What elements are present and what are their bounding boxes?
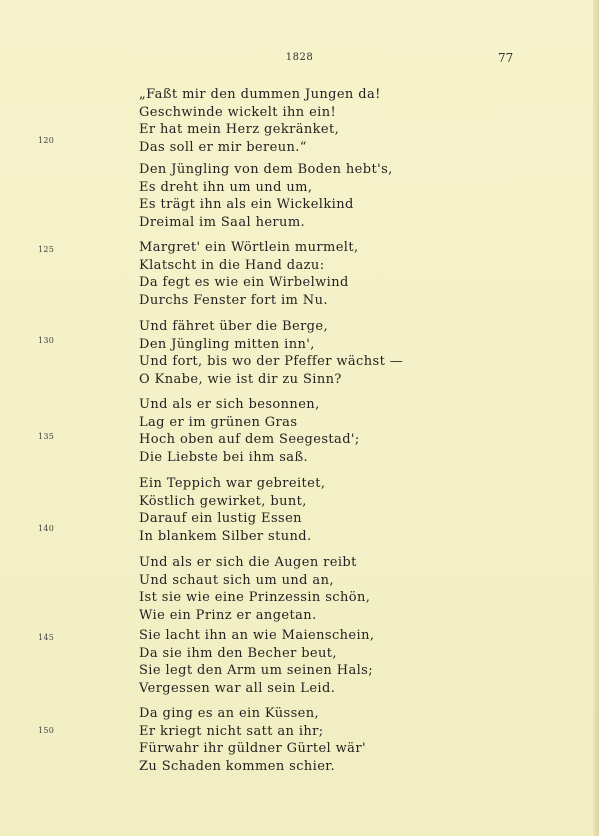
verse-line: Er kriegt nicht satt an ihr; — [139, 723, 324, 739]
verse-line: Zu Schaden kommen schier. — [139, 758, 336, 774]
verse-line: Ist sie wie eine Prinzessin schön, — [139, 590, 371, 605]
line-number: 125 — [38, 245, 55, 254]
line-number: 135 — [38, 432, 55, 441]
verse-line: Es trägt ihn als ein Wickelkind — [139, 197, 354, 212]
verse-line: Darauf ein lustig Essen — [139, 511, 302, 526]
stanza-1 — [139, 86, 381, 156]
stanza-2 — [139, 161, 393, 231]
stanza-9 — [139, 705, 366, 775]
verse-line: Lag er im grünen Gras — [139, 414, 298, 430]
verse-line: Margret' ein Wörtlein murmelt, — [139, 240, 359, 255]
verse-line: Den Jüngling von dem Boden hebt's, — [139, 162, 393, 177]
stanza-4 — [139, 318, 403, 388]
verse-line: Dreimal im Saal herum. — [139, 214, 306, 230]
line-number: 140 — [38, 524, 55, 533]
verse-line: Und fort, bis wo der Pfeffer wächst — — [139, 354, 404, 369]
verse-line: „Faßt mir den dummen Jungen da! — [139, 87, 381, 102]
stanza-3 — [139, 239, 359, 309]
verse-line: Da sie ihm den Becher beut, — [139, 645, 337, 661]
verse-line: Durchs Fenster fort im Nu. — [139, 292, 328, 308]
running-header-year: 1828 — [285, 52, 314, 63]
verse-line: Geschwinde wickelt ihn ein! — [139, 104, 337, 120]
verse-line: Er hat mein Herz gekränket, — [139, 122, 340, 137]
page-number: 77 — [498, 51, 514, 65]
stanza-7 — [139, 554, 370, 624]
verse-line: Köstlich gewirket, bunt, — [139, 493, 307, 509]
verse-line: Sie lacht ihn an wie Maienschein, — [139, 628, 375, 643]
verse-line: Vergessen war all sein Leid. — [139, 680, 336, 696]
verse-line: Und als er sich besonnen, — [139, 397, 320, 412]
line-number: 145 — [38, 633, 55, 642]
verse-line: Da ging es an ein Küssen, — [139, 706, 320, 721]
line-number: 120 — [38, 136, 55, 145]
verse-line: Sie legt den Arm um seinen Hals; — [139, 663, 374, 678]
verse-line: Und fähret über die Berge, — [139, 319, 329, 334]
verse-line: Und schaut sich um und an, — [139, 572, 334, 588]
verse-line: In blankem Silber stund. — [139, 528, 312, 544]
line-number: 150 — [38, 726, 55, 735]
verse-line: Klatscht in die Hand dazu: — [139, 257, 325, 273]
stanza-8 — [139, 627, 374, 697]
page-edge-shadow — [593, 0, 599, 836]
stanza-6 — [139, 475, 325, 545]
verse-line: Da fegt es wie ein Wirbelwind — [139, 275, 349, 290]
verse-line: Den Jüngling mitten inn', — [139, 336, 315, 352]
verse-line: O Knabe, wie ist dir zu Sinn? — [139, 371, 342, 387]
verse-line: Ein Teppich war gebreitet, — [139, 476, 326, 491]
verse-line: Das soll er mir bereun.“ — [139, 139, 307, 155]
verse-line: Hoch oben auf dem Seegestad'; — [139, 432, 360, 447]
line-number: 130 — [38, 336, 55, 345]
verse-line: Fürwahr ihr güldner Gürtel wär' — [139, 741, 366, 756]
verse-line: Wie ein Prinz er angetan. — [139, 607, 317, 623]
verse-line: Es dreht ihn um und um, — [139, 179, 313, 195]
verse-line: Die Liebste bei ihm saß. — [139, 449, 309, 465]
verse-line: Und als er sich die Augen reibt — [139, 555, 357, 570]
stanza-5 — [139, 396, 360, 466]
